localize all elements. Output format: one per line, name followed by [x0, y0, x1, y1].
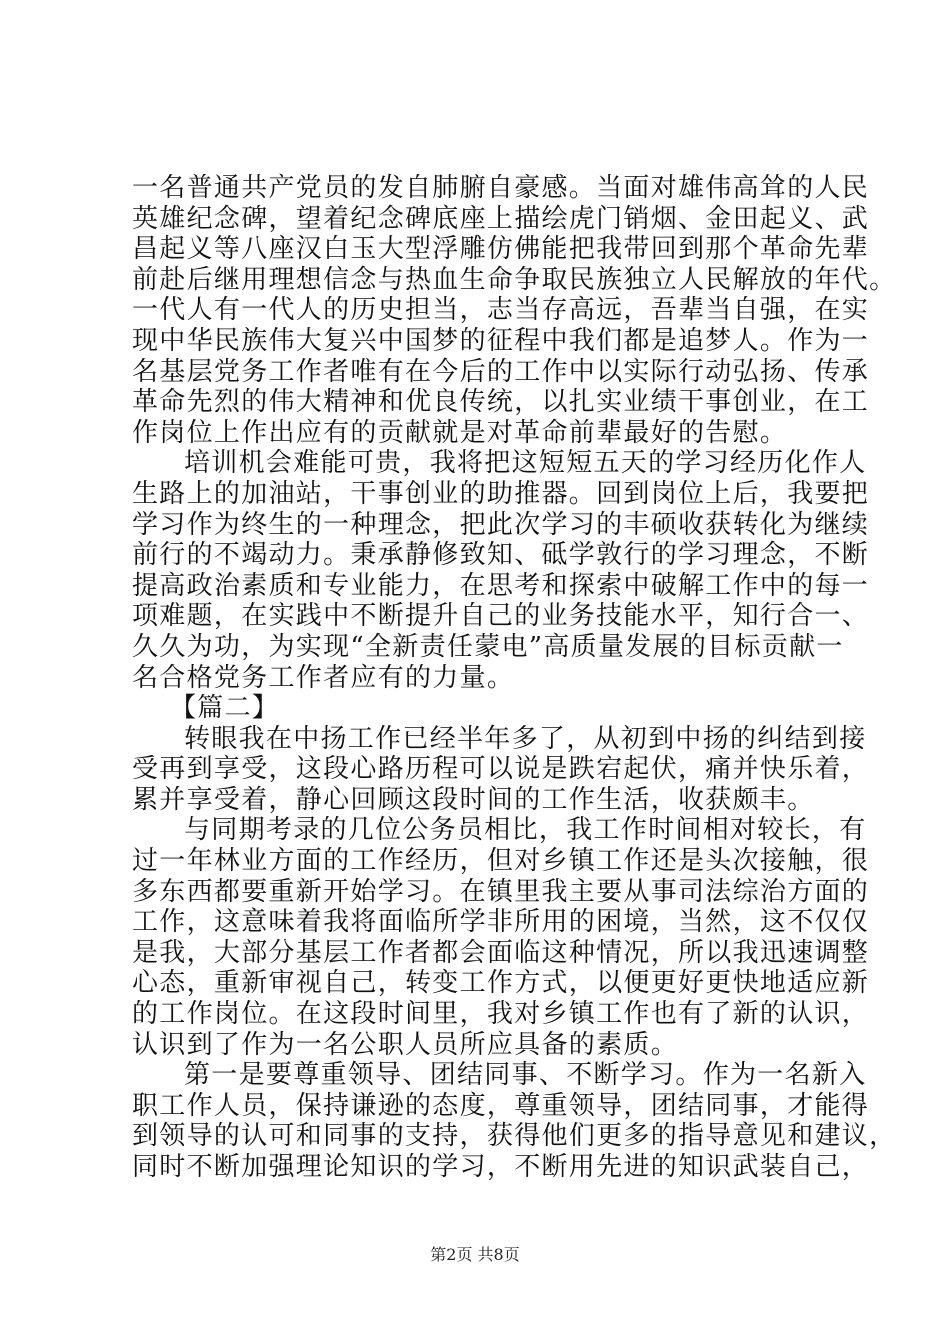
text-line: 学习作为终生的一种理念，把此次学习的丰硕收获转化为继续 — [132, 509, 870, 540]
text-line: 名基层党务工作者唯有在今后的工作中以实际行动弘扬、传承 — [132, 356, 870, 387]
text-line: 前赴后继用理想信念与热血生命争取民族独立人民解放的年代。 — [132, 264, 897, 295]
text-line: 与同期考录的几位公务员相比，我工作时间相对较长，有 — [184, 815, 867, 846]
text-line: 转眼我在中扬工作已经半年多了，从初到中扬的纠结到接 — [184, 723, 867, 754]
text-line: 项难题，在实践中不断提升自己的业务技能水平，知行合一、 — [132, 601, 870, 632]
text-line: 革命先烈的伟大精神和优良传统，以扎实业绩干事创业，在工 — [132, 387, 870, 418]
text-line: 培训机会难能可贵，我将把这短短五天的学习经历化作人 — [184, 448, 867, 479]
document-body — [132, 173, 897, 1183]
text-line: 过一年林业方面的工作经历，但对乡镇工作还是头次接触，很 — [132, 846, 870, 877]
text-line: 的工作岗位。在这段时间里，我对乡镇工作也有了新的认识， — [132, 999, 870, 1030]
text-line: 昌起义等八座汉白玉大型浮雕仿佛能把我带回到那个革命先辈 — [132, 234, 870, 265]
text-line: 生路上的加油站，干事创业的助推器。回到岗位上后，我要把 — [132, 478, 870, 509]
text-line: 职工作人员，保持谦逊的态度，尊重领导，团结同事，才能得 — [132, 1090, 870, 1121]
page-footer: 第2页 共8页 — [430, 1245, 520, 1264]
text-line: 英雄纪念碑，望着纪念碑底座上描绘虎门销烟、金田起义、武 — [132, 203, 870, 234]
text-line: 工作，这意味着我将面临所学非所用的困境，当然，这不仅仅 — [132, 907, 870, 938]
text-line: 认识到了作为一名公职人员所应具备的素质。 — [132, 1029, 679, 1060]
text-line: 久久为功，为实现“全新责任蒙电”高质量发展的目标贡献一 — [132, 631, 844, 662]
text-line: 名合格党务工作者应有的力量。 — [132, 662, 515, 693]
section-heading: 【篇二】 — [170, 693, 280, 724]
text-line: 受再到享受，这段心路历程可以说是跌宕起伏，痛并快乐着， — [132, 754, 870, 785]
text-line: 一代人有一代人的历史担当，志当存高远，吾辈当自强，在实 — [132, 295, 870, 326]
text-line: 是我，大部分基层工作者都会面临这种情况，所以我迅速调整 — [132, 937, 870, 968]
text-line: 前行的不竭动力。秉承静修致知、砥学敦行的学习理念，不断 — [132, 540, 870, 571]
text-line: 累并享受着，静心回顾这段时间的工作生活，收获颇丰。 — [132, 784, 815, 815]
text-line: 提高政治素质和专业能力，在思考和探索中破解工作中的每一 — [132, 570, 870, 601]
text-line: 现中华民族伟大复兴中国梦的征程中我们都是追梦人。作为一 — [132, 325, 870, 356]
text-line: 第一是要尊重领导、团结同事、不断学习。作为一名新入 — [184, 1060, 867, 1091]
text-line: 作岗位上作出应有的贡献就是对革命前辈最好的告慰。 — [132, 417, 788, 448]
text-line: 同时不断加强理论知识的学习，不断用先进的知识武装自己， — [132, 1152, 870, 1182]
text-line: 多东西都要重新开始学习。在镇里我主要从事司法综治方面的 — [132, 876, 870, 907]
text-line: 心态，重新审视自己，转变工作方式，以便更好更快地适应新 — [132, 968, 870, 999]
text-line: 到领导的认可和同事的支持，获得他们更多的指导意见和建议， — [132, 1121, 897, 1152]
text-line: 一名普通共产党员的发自肺腑自豪感。当面对雄伟高耸的人民 — [132, 173, 870, 203]
